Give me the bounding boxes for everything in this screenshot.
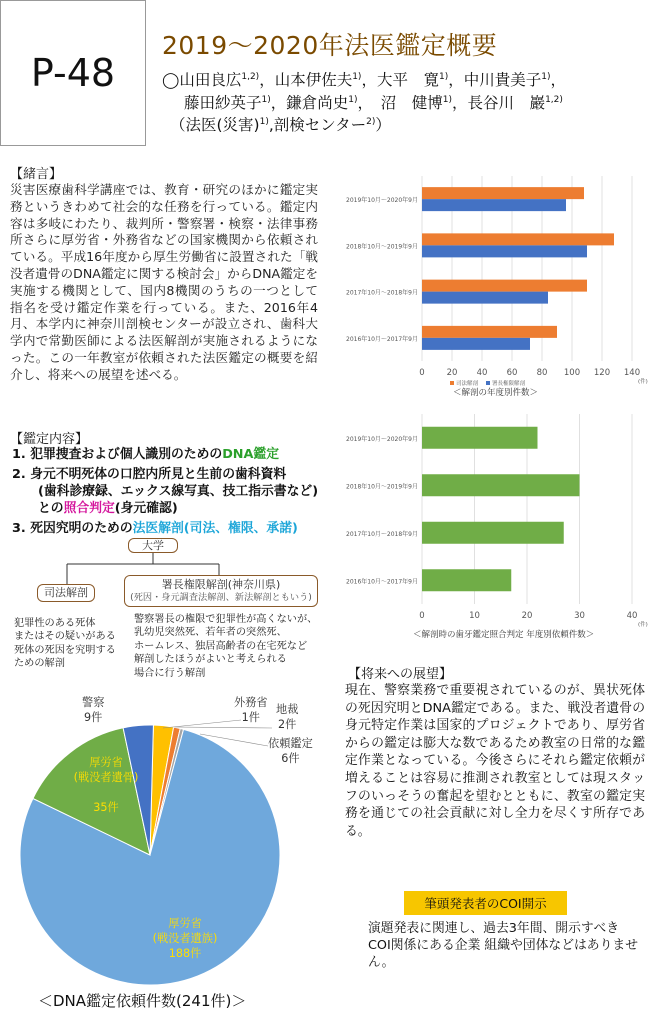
x-tick-label: 0: [419, 611, 425, 621]
pie-label-count: 1件: [241, 711, 260, 724]
pie-label-name: 厚労省 (戦没者遺骨): [73, 756, 139, 784]
x-tick-label: 100: [563, 368, 581, 378]
bar: [422, 245, 587, 257]
affiliation-text: ,剖検センター: [268, 116, 367, 134]
unit-label: (件): [638, 622, 648, 628]
category-label: 2017年10月〜2018年9月: [346, 530, 418, 538]
leader-line: [163, 720, 241, 728]
item-number: 2.: [12, 467, 26, 482]
affiliation-mark: 1,2): [241, 71, 260, 82]
dental-chart-title: ＜解剖時の歯牙鑑定照合判定 年度別依頼件数＞: [413, 630, 595, 640]
author-name: ◯山田良広: [162, 71, 242, 89]
legend-label: 司法解剖: [456, 381, 479, 386]
item-text: 死因究明のための: [30, 521, 133, 536]
x-tick-label: 140: [623, 368, 641, 378]
author-name: ，中川貴美子: [448, 71, 542, 89]
item-number: 1.: [12, 447, 26, 462]
pie-label-count: 35件: [93, 801, 119, 814]
bar: [422, 338, 530, 350]
affiliation-mark: 2): [366, 116, 376, 127]
category-label: 2019年10月〜2020年9月: [346, 435, 418, 443]
intro-heading: 【緒言】: [10, 167, 63, 182]
pie-label-count: 6件: [281, 752, 300, 765]
bar: [422, 427, 538, 449]
bar: [422, 569, 511, 591]
pie-label-mhlw-remains: [64, 740, 148, 830]
item-number: 3.: [12, 521, 26, 536]
x-tick-label: 40: [626, 611, 638, 621]
bar: [422, 187, 584, 199]
legend-swatch: [450, 381, 454, 385]
coi-text: 演題発表に関連し、過去3年間、開示すべきCOI関係にある企業 組織や団体などはありません。: [368, 921, 638, 970]
legend-swatch: [486, 381, 490, 385]
intro-text: 災害医療歯科学講座では、教育・研究のほかに鑑定実務というきわめて社会的な任務を行っている。鑑定内容は多岐にわたり、裁判所・警察署・検察・法律事務所さらに厚労省・外務省などの国家機関から依頼されている。平成16年度から厚生労働省に設置された「戦没者遺骨のDNA鑑定に関する検討会」からDNA鑑定を実施する機関として、国内8機関のうちの一つとして指名を受け鑑定作業を行っている。また、2016年4月、本学内に神奈川剖検センターが設立され、歯科大学内で常勤医師による法医解剖が実施されるようになった。この一年教室が依頼された法医鑑定の概要を紹介し、将来への展望を述べる。: [10, 182, 318, 382]
x-tick-label: 120: [593, 368, 611, 378]
author-name: ，山本伊佐夫: [259, 71, 353, 89]
bar: [422, 292, 548, 304]
x-tick-label: 40: [476, 368, 488, 378]
category-label: 2018年10月〜2019年9月: [346, 243, 418, 251]
category-label: 2019年10月〜2020年9月: [346, 197, 418, 205]
x-tick-label: 10: [469, 611, 480, 621]
affiliation-mark: 1): [352, 71, 362, 82]
content-item-2-sub: (歯科診療録、エックス線写真、技工指示書など): [38, 484, 319, 499]
pie-label-name: 外務省: [234, 696, 268, 709]
pie-label-police: [82, 695, 104, 725]
item-text: 身元不明死体の口腔内所見と生前の歯科資料: [30, 467, 287, 482]
author-name: ，大平 寛: [361, 71, 439, 89]
judicial-autopsy-note: 犯罪性のある死体 またはその疑いがある 死体の死因を究明する ための解剖: [14, 618, 116, 670]
author-name: ，鎌倉尚史: [270, 94, 349, 112]
future-heading: 【将来への展望】: [348, 667, 453, 682]
bar: [422, 233, 614, 245]
bar: [422, 474, 580, 496]
author-name: ， 沼 健博: [357, 94, 443, 112]
unit-label: (件): [638, 379, 648, 385]
affiliation-mark: 1): [541, 71, 551, 82]
pie-label-name: 依頼鑑定: [268, 737, 313, 750]
pie-label-name: 厚労省 (戦没者遺族): [152, 917, 218, 945]
category-label: 2016年10月〜2017年9月: [346, 578, 418, 586]
affiliation-mark: 1): [261, 94, 271, 105]
item-highlight: 照合判定: [63, 501, 115, 516]
item-highlight: 法医解剖(司法、権限、承諾): [132, 521, 298, 536]
pie-label-count: 9件: [84, 711, 103, 724]
tree-right-sub: (死因・身元調査法解剖、新法解剖ともいう): [130, 592, 312, 603]
affiliation-mark: 1,2): [545, 94, 563, 105]
autopsy-chart: [330, 176, 652, 386]
pie-label-private: [268, 736, 313, 766]
bar: [422, 326, 557, 338]
poster-id: P-48: [0, 0, 146, 146]
bar: [422, 199, 566, 211]
legend-label: 署長権限解剖: [492, 381, 526, 386]
author-name: 藤田紗英子: [184, 94, 262, 112]
leader-line: [175, 727, 272, 728]
affiliation-text: （法医(災害): [170, 116, 260, 134]
tree-root-box: 大学: [128, 538, 178, 553]
author-name: ，長谷川 巖: [452, 94, 546, 112]
tree-right-title: 署長権限解剖(神奈川県): [161, 578, 281, 591]
item-highlight: DNA鑑定: [222, 447, 280, 462]
coi-badge: 筆頭発表者のCOI開示: [404, 891, 567, 915]
content-heading: 【鑑定内容】: [10, 432, 89, 447]
autopsy-chart-title: ＜解剖の年度別件数＞: [453, 388, 539, 398]
pie-label-count: 188件: [168, 947, 202, 960]
category-label: 2016年10月〜2017年9月: [346, 335, 418, 343]
bar: [422, 522, 564, 544]
category-label: 2018年10月〜2019年9月: [346, 483, 418, 491]
poster-title: 2019〜2020年法医鑑定概要: [162, 31, 498, 60]
tree-left-box: 司法解剖: [37, 584, 95, 602]
x-tick-label: 60: [506, 368, 518, 378]
x-tick-label: 20: [521, 611, 533, 621]
pie-label-court: [276, 702, 298, 732]
item-text: (身元確認): [114, 501, 178, 516]
category-label: 2017年10月〜2018年9月: [346, 289, 418, 297]
affiliation-text: ）: [375, 116, 391, 134]
dental-chart: [330, 414, 652, 628]
affiliation-mark: 1): [438, 71, 449, 82]
pie-label-mhlw-families: [143, 916, 227, 961]
pie-label-mofa: [234, 695, 268, 725]
affiliation-mark: 1): [259, 116, 269, 127]
administrative-autopsy-note: 警察署長の権限で犯罪性が高くないが、 乳幼児突然死、若年者の突然死、 ホームレス、独居高齢者の在宅死など 解剖したほうがよいと考えられる 場合に行う解剖: [134, 614, 318, 679]
pie-caption: ＜DNA鑑定依頼件数(241件)＞: [38, 992, 247, 1010]
x-tick-label: 0: [419, 368, 425, 378]
x-tick-label: 30: [574, 611, 585, 621]
pie-label-name: 警察: [82, 696, 105, 709]
affiliation-mark: 1): [442, 94, 453, 105]
tree-right-box: [124, 575, 318, 607]
pie-label-count: 2件: [278, 718, 297, 731]
future-text: 現在、警察業務で重要視されているのが、異状死体の死因究明とDNA鑑定である。また、戦没者遺骨の身元特定作業は国家的プロジェクトであり、厚労省からの鑑定は膨大な数であるため教室の日常的な鑑定作業となっている。今後さらにそれら鑑定依頼が増えることは容易に推測され教室としては現スタッフのいっそうの奮起を望むとともに、教室の鑑定実務を通じての社会貢献に対し全力を尽くす所存である。: [345, 683, 645, 839]
item-text: との: [38, 501, 64, 516]
separator: ，: [550, 71, 566, 89]
x-tick-label: 20: [446, 368, 458, 378]
bar: [422, 280, 587, 292]
pie-label-name: 地裁: [276, 703, 299, 716]
affiliation-mark: 1): [348, 94, 358, 105]
item-text: 犯罪捜査および個人識別のための: [30, 447, 223, 462]
x-tick-label: 80: [536, 368, 548, 378]
